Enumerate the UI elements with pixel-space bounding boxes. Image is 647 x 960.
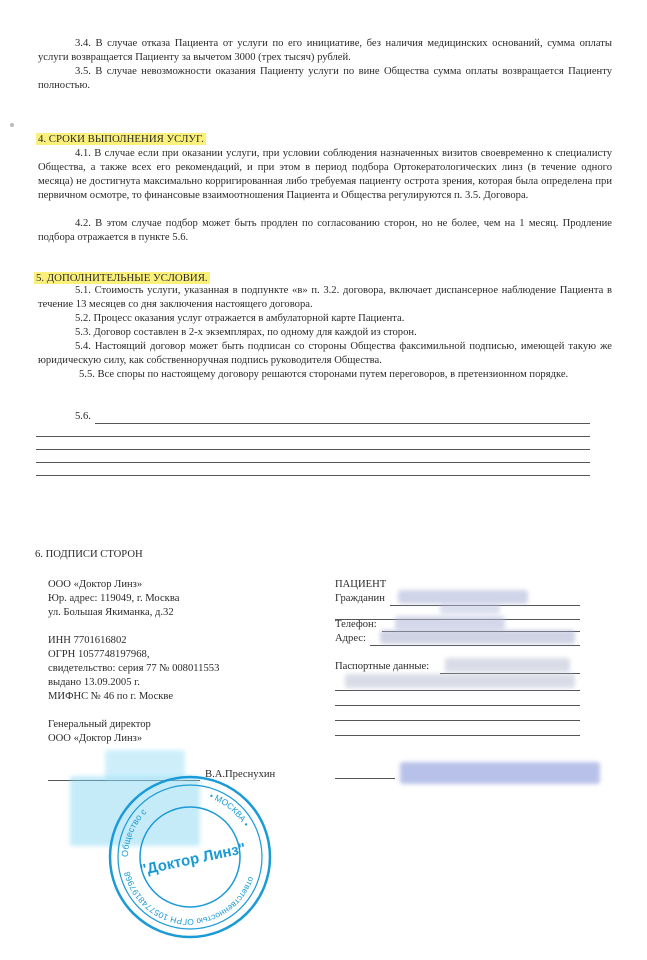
company-ogrn: ОГРН 1057748197968, bbox=[48, 649, 150, 660]
scan-speck bbox=[10, 123, 14, 127]
stamp-ring-text: ответственностью ОГРН 1057748197968 bbox=[121, 870, 257, 928]
clause-4-2: 4.2. В этом случае подбор может быть продлен по согласованию сторон, но не более, чем на 1 месяц. Продление подбора отражается в пункте 5.6. bbox=[38, 218, 612, 243]
patient-passport-label: Паспортные данные: bbox=[335, 661, 430, 672]
patient-signature-line bbox=[335, 778, 395, 779]
redacted-address bbox=[380, 630, 575, 644]
company-address-1: Юр. адрес: 119049, г. Москва bbox=[48, 593, 180, 604]
company-address-2: ул. Большая Якиманка, д.32 bbox=[48, 607, 174, 618]
patient-title: ПАЦИЕНТ bbox=[335, 579, 387, 590]
clause-5-6-line bbox=[95, 423, 590, 424]
clause-3-5: 3.5. В случае невозможности оказания Пациенту услуги по вине Общества сумма оплаты возвращается Пациенту полностью. bbox=[38, 66, 612, 91]
company-mifns: МИФНС № 46 по г. Москве bbox=[48, 691, 174, 702]
clause-3-4: 3.4. В случае отказа Пациента от услуги по его инициативе, без наличия медицинских оснований, сумма оплаты услуги возвращается Пациенту за вычетом 3000 (трех тысяч) рублей. bbox=[38, 38, 612, 63]
stamp-ring-text: Общество с bbox=[119, 806, 149, 858]
clause-4-1: 4.1. В случае если при оказании услуги, при условии соблюдения назначенных визитов своевременно к специалисту Общества, а также всех его рекомендаций, и при этом в период подбора Ортокератологических линз (в течение одного месяца) не достигнута максимально корригированная либо требуемая пациенту острота зрения, которая была определена при первичном осмотре, то финансовые взаимоотношения Пациента и Общества регулируются п. 3.5. Договора. bbox=[38, 148, 612, 201]
clause-5-4: 5.4. Настоящий договор может быть подписан со стороны Общества факсимильной подписью, имеющей такую же юридическую силу, как собственноручная подпись руководителя Общества. bbox=[38, 341, 612, 366]
blank-line bbox=[36, 462, 590, 463]
clause-5-3: 5.3. Договор составлен в 2-х экземплярах, по одному для каждой из сторон. bbox=[75, 327, 417, 338]
patient-passport-line-2 bbox=[335, 690, 580, 691]
section-5-heading: 5. ДОПОЛНИТЕЛЬНЫЕ УСЛОВИЯ. bbox=[36, 272, 208, 284]
redacted-phone bbox=[395, 616, 505, 630]
section-6-heading: 6. ПОДПИСИ СТОРОН bbox=[35, 549, 143, 560]
clause-5-5: 5.5. Все споры по настоящему договору решаются сторонами путем переговоров, в претензионном порядке. bbox=[79, 369, 569, 380]
svg-text:Общество с bbox=[120, 806, 149, 857]
redacted-patient-signature bbox=[400, 762, 600, 784]
redacted-citizen-name bbox=[440, 604, 500, 614]
company-issued: выдано 13.09.2005 г. bbox=[48, 677, 140, 688]
patient-phone-label: Телефон: bbox=[335, 619, 377, 630]
redacted-citizen-name bbox=[398, 590, 528, 604]
patient-citizen-label: Гражданин bbox=[335, 593, 385, 604]
director-title: Генеральный директор bbox=[48, 719, 151, 730]
patient-address-label: Адрес: bbox=[335, 633, 366, 644]
stamp-ring-text: • МОСКВА • bbox=[208, 790, 252, 829]
clause-5-1: 5.1. Стоимость услуги, указанная в подпункте «в» п. 3.2. договора, включает диспансерное наблюдение Пациента в течение 13 месяцев со дня заключения настоящего договора. bbox=[38, 285, 612, 310]
patient-extra-line bbox=[335, 705, 580, 706]
stamp-center-text: "Доктор Линз" bbox=[138, 840, 248, 880]
company-name: ООО «Доктор Линз» bbox=[48, 579, 143, 590]
section-4-heading: 4. СРОКИ ВЫПОЛНЕНИЯ УСЛУГ. bbox=[38, 133, 204, 145]
patient-extra-line bbox=[335, 735, 580, 736]
redacted-passport bbox=[445, 658, 570, 672]
blank-line bbox=[36, 475, 590, 476]
director-name: В.А.Преснухин bbox=[205, 769, 276, 780]
company-certificate: свидетельство: серия 77 № 008011553 bbox=[48, 663, 220, 674]
company-inn: ИНН 7701616802 bbox=[48, 635, 127, 646]
blank-line bbox=[36, 449, 590, 450]
director-company: ООО «Доктор Линз» bbox=[48, 733, 143, 744]
patient-extra-line bbox=[335, 720, 580, 721]
svg-text:• МОСКВА • bbox=[208, 790, 251, 828]
clause-5-6-label: 5.6. bbox=[75, 411, 91, 422]
company-stamp bbox=[105, 772, 275, 942]
patient-address-line bbox=[370, 645, 580, 646]
redacted-passport bbox=[345, 674, 575, 688]
blank-line bbox=[36, 436, 590, 437]
clause-5-2: 5.2. Процесс оказания услуг отражается в амбулаторной карте Пациента. bbox=[75, 313, 405, 324]
